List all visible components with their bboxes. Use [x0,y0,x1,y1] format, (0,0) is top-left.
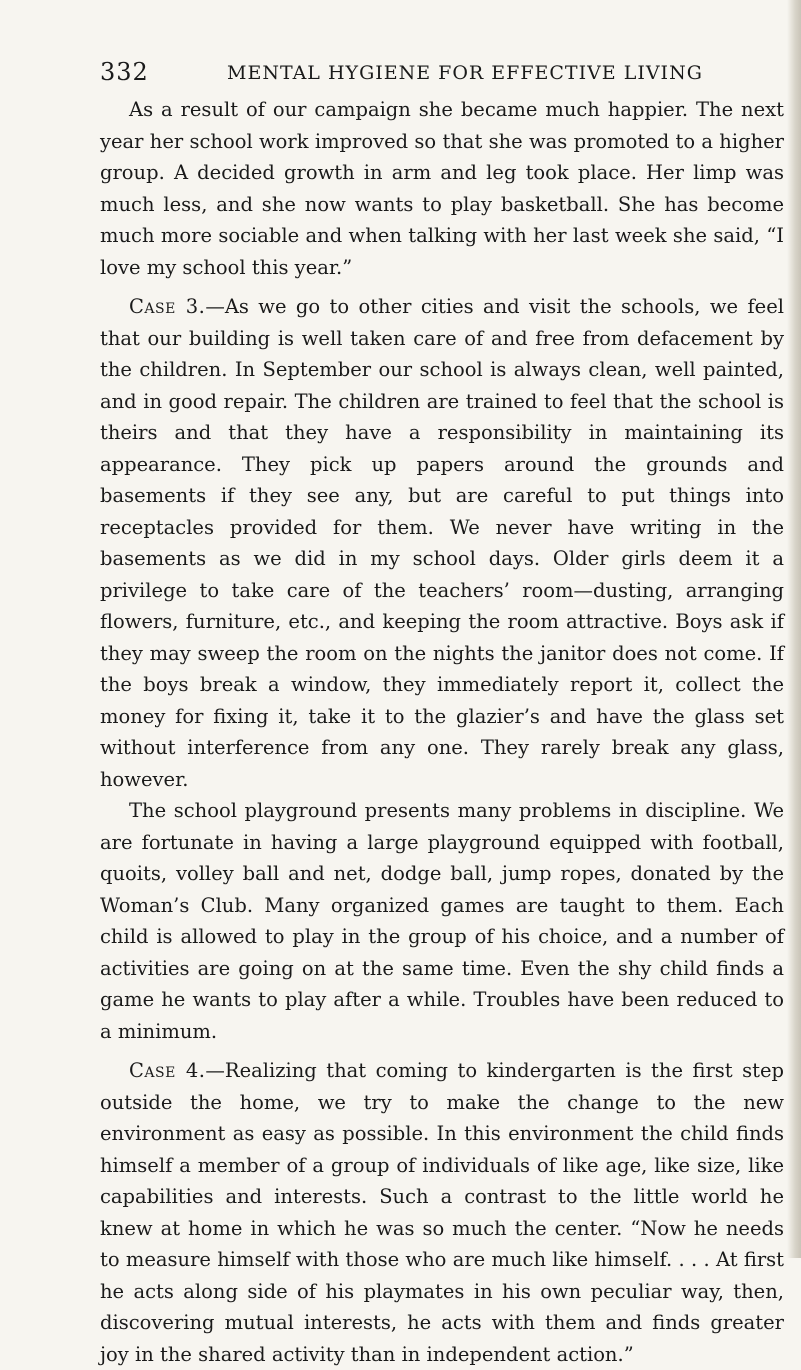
playground-text: The school playground presents many problems in discipline. We are fortunate in having a large playground equipped with football, quoits, volley ball and net, dodge ball, jump ropes, donated by the Woman’s Club. Many organized games are taught to them. Each child is allowed to play in the group of his choice, and a number of activities are going on at the same time. Even the shy child finds a game he wants to play after a while. Troubles have been reduced to a minimum. [100,799,784,1043]
case-4-label: Case 4. [129,1059,206,1082]
body-text [100,94,784,1370]
paragraph-case-3 [100,291,784,795]
paragraph-case-4 [100,1055,784,1370]
running-head [100,56,720,88]
case-3-label: Case 3. [129,295,206,318]
running-title: MENTAL HYGIENE FOR EFFECTIVE LIVING [227,62,703,84]
paragraph-playground [100,795,784,1047]
case-4-text: —Realizing that coming to kindergarten is the first step outside the home, we try to make the change to the new environment as easy as possible. In this environment the child finds himself a member of a group of individuals of like age, like size, like capabilities and interests. Such a contrast to the little world he knew at home in which he was so much the center. “Now he needs to measure himself with those who are much like himself. . . . At first he acts along side of his playmates in his own peculiar way, then, discovering mutual interests, he acts with them and finds greater joy in the shared activity than in independent action.” [100,1059,784,1366]
case-3-text: —As we go to other cities and visit the schools, we feel that our building is well taken care of and free from defacement by the children. In September our school is always clean, well painted, and in good repair. The children are trained to feel that the school is theirs and that they have a responsibility in maintaining its appearance. They pick up papers around the grounds and basements if they see any, but are careful to put things into receptacles provided for them. We never have writing in the basements as we did in my school days. Older girls deem it a privilege to take care of the teachers’ room—dusting, arranging flowers, furniture, etc., and keeping the room attractive. Boys ask if they may sweep the room on the nights the janitor does not come. If the boys break a window, they immediately report it, collect the money for fixing it, take it to the glazier’s and have the glass set without interference from any one. They rarely break any glass, however. [100,295,784,791]
paragraph-1-text: As a result of our campaign she became much happier. The next year her school work improved so that she was promoted to a higher group. A decided growth in arm and leg took place. Her limp was much less, and she now wants to play basketball. She has become much more sociable and when talking with her last week she said, “I love my school this year.” [100,98,784,279]
paragraph-1 [100,94,784,283]
page-number: 332 [100,58,149,86]
page-edge-shadow [787,0,801,1258]
